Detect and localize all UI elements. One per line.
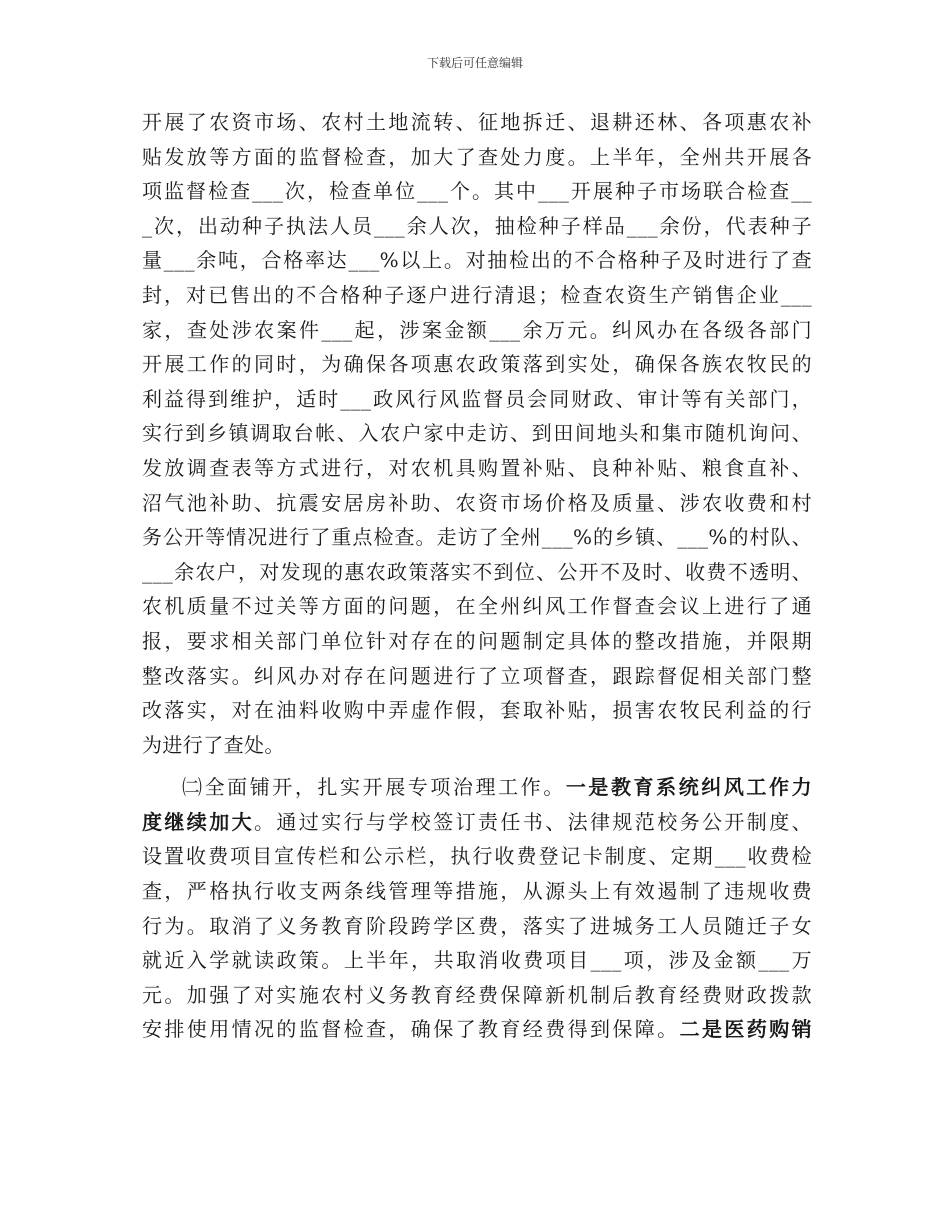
text-line: 发放调查表等方式进行，对农机具购置补贴、良种补贴、粮食直补、: [142, 455, 812, 480]
text-run: ㈡全面铺开，扎实开展专项治理工作。: [182, 775, 566, 800]
bold-heading-run: 度继续加大: [142, 809, 254, 834]
text-line: 报，要求相关部门单位针对存在的问题制定具体的整改措施，并限期: [142, 628, 812, 653]
document-body: [142, 105, 812, 1047]
text-line: 为进行了查处。: [142, 732, 285, 757]
text-line: 封，对已售出的不合格种子逐户进行清退；检查农资生产销售企业___: [142, 282, 812, 307]
text-line: 开展工作的同时，为确保各项惠农政策落到实处，确保各族农牧民的: [142, 352, 812, 377]
text-line: 量___余吨，合格率达___%以上。对抽检出的不合格种子及时进行了查: [142, 248, 812, 273]
text-line: 开展了农资市场、农村土地流转、征地拆迁、退耕还林、各项惠农补: [142, 110, 812, 134]
text-line: 改落实，对在油料收购中弄虚作假，套取补贴，损害农牧民利益的行: [142, 698, 812, 723]
text-line: 农机质量不过关等方面的问题，在全州纠风工作督查会议上进行了通: [142, 594, 812, 619]
paragraph-2: [142, 770, 812, 1047]
text-line: 整改落实。纠风办对存在问题进行了立项督查，跟踪督促相关部门整: [142, 663, 812, 688]
text-line: [142, 805, 812, 840]
text-line: 元。加强了对实施农村义务教育经费保障新机制后教育经费财政拨款: [142, 982, 812, 1007]
text-line: 就近入学就读政策。上半年，共取消收费项目___项，涉及金额___万: [142, 948, 812, 973]
text-line: 项监督检查___次，检查单位___个。其中___开展种子市场联合检查__: [142, 179, 812, 204]
text-line: 设置收费项目宣传栏和公示栏，执行收费登记卡制度、定期___收费检: [142, 844, 812, 869]
paragraph-1: [142, 105, 812, 762]
bold-heading-run: 一是教育系统纠风工作力: [565, 775, 812, 800]
text-line: [142, 770, 812, 805]
page-header: 下载后可任意编辑: [426, 56, 523, 70]
text-line: 沼气池补助、抗震安居房补助、农资市场价格及质量、涉农收费和村: [142, 490, 812, 515]
text-line: _次，出动种子执法人员___余人次，抽检种子样品___余份，代表种子: [142, 213, 812, 238]
text-line: 务公开等情况进行了重点检查。走访了全州___%的乡镇、___%的村队、: [142, 525, 812, 550]
text-line: 查，严格执行收支两条线管理等措施，从源头上有效遏制了违规收费: [142, 879, 812, 904]
text-run: 安排使用情况的监督检查，确保了教育经费得到保障。: [142, 1017, 680, 1042]
bold-heading-run: 二是医药购销: [679, 1017, 812, 1042]
text-line: 贴发放等方面的监督检查，加大了查处力度。上半年，全州共开展各: [142, 144, 812, 169]
text-line: 利益得到维护，适时___政风行风监督员会同财政、审计等有关部门，: [142, 386, 812, 411]
text-run: 。通过实行与学校签订责任书、法律规范校务公开制度、: [254, 809, 812, 834]
text-line: [142, 1012, 812, 1047]
text-line: 家，查处涉农案件___起，涉案金额___余万元。纠风办在各级各部门: [142, 317, 812, 342]
text-line: 行为。取消了义务教育阶段跨学区费，落实了进城务工人员随迁子女: [142, 913, 812, 938]
text-line: ___余农户，对发现的惠农政策落实不到位、公开不及时、收费不透明、: [142, 559, 812, 584]
text-line: 实行到乡镇调取台帐、入农户家中走访、到田间地头和集市随机询问、: [142, 421, 812, 446]
